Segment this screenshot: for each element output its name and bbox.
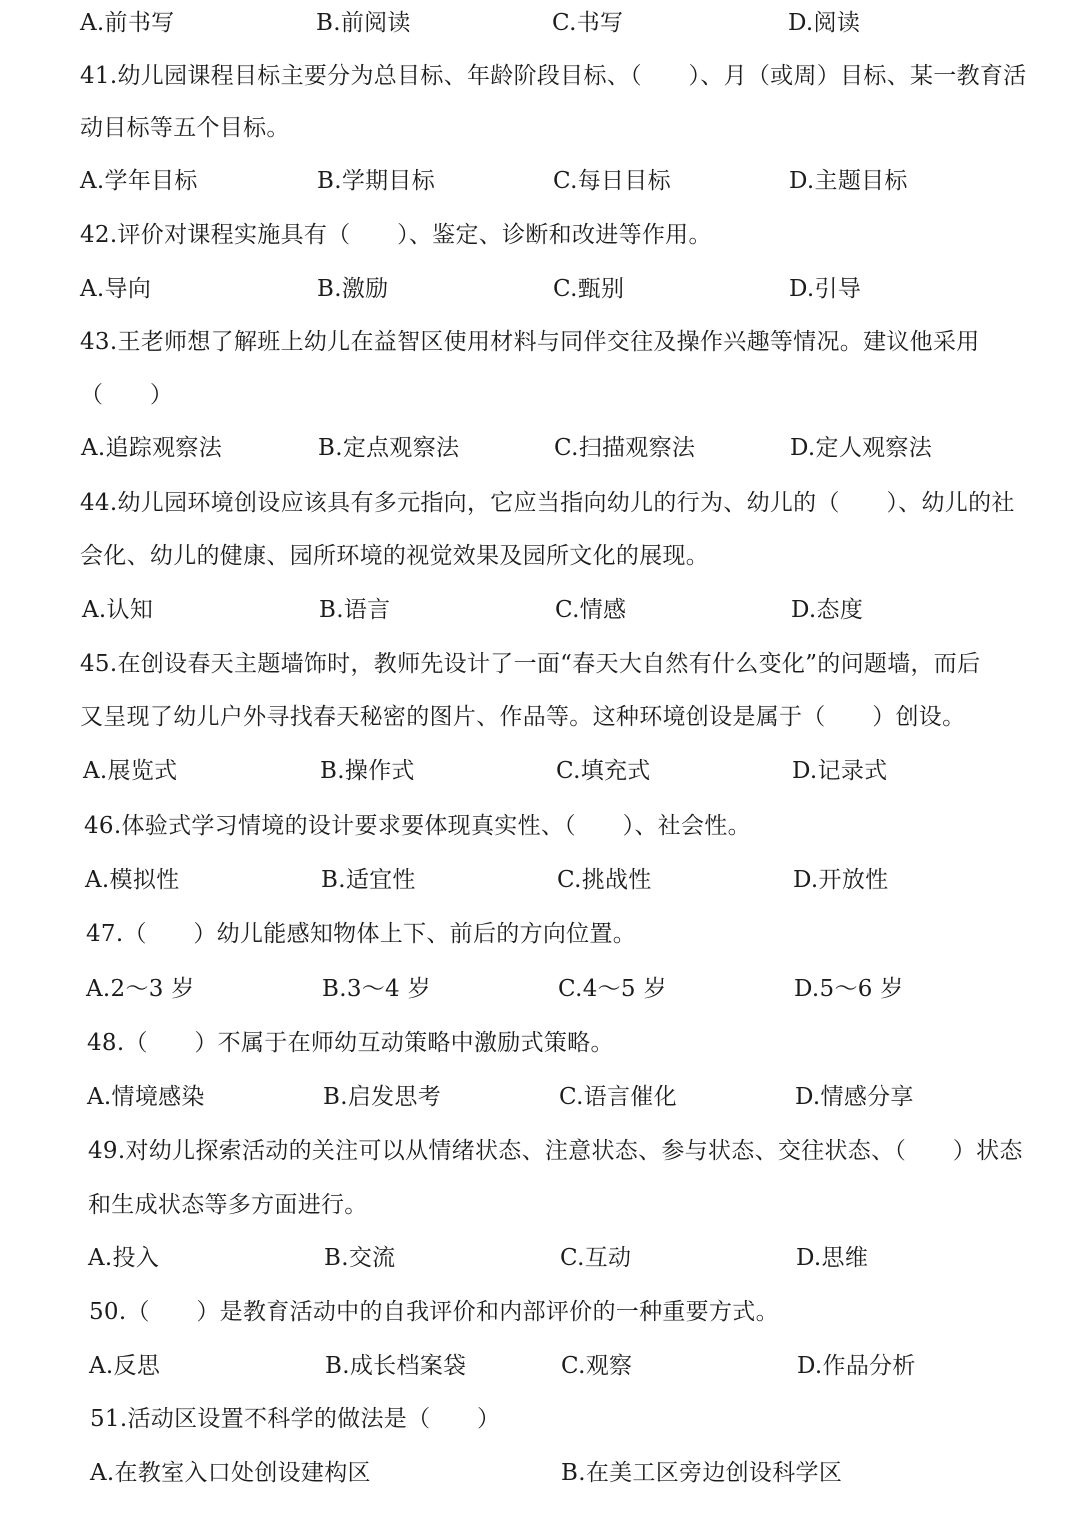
q47-option-c: C.4～5 岁 (558, 976, 667, 1002)
q43-option-d: D.定人观察法 (790, 435, 933, 461)
q49-stem-line2: 和生成状态等多方面进行。 (88, 1192, 368, 1218)
q48-option-d: D.情感分享 (795, 1084, 914, 1110)
q48-option-c: C.语言催化 (559, 1084, 677, 1110)
q44-option-b: B.语言 (319, 597, 391, 623)
q44-stem-line1: 44.幼儿园环境创设应该具有多元指向，它应当指向幼儿的行为、幼儿的（ ）、幼儿的社 (80, 490, 1015, 516)
q44-option-a: A.认知 (82, 597, 154, 623)
q49-options (0, 1243, 1080, 1273)
q42-option-a: A.导向 (80, 276, 152, 302)
q50-option-d: D.作品分析 (797, 1353, 916, 1379)
q44-option-c: C.情感 (555, 597, 627, 623)
q43-stem-line1: 43.王老师想了解班上幼儿在益智区使用材料与同伴交往及操作兴趣等情况。建议他采用 (80, 329, 980, 355)
q41-stem-line1: 41.幼儿园课程目标主要分为总目标、年龄阶段目标、（ ）、月（或周）目标、某一教育活 (80, 63, 1027, 89)
q49-option-b: B.交流 (324, 1245, 396, 1271)
q49-option-a: A.投入 (88, 1245, 160, 1271)
q50-option-b: B.成长档案袋 (325, 1353, 467, 1379)
q46-option-b: B.适宜性 (321, 867, 416, 893)
q43-options (0, 433, 1080, 463)
q50-options (0, 1351, 1080, 1381)
q45-option-c: C.填充式 (556, 758, 651, 784)
q51-option-a: A.在教室入口处创设建构区 (90, 1460, 371, 1486)
q47-options (0, 974, 1080, 1004)
q49-option-c: C.互动 (560, 1245, 632, 1271)
q45-option-b: B.操作式 (320, 758, 415, 784)
q50-option-c: C.观察 (561, 1353, 633, 1379)
q40-option-d: D.阅读 (788, 10, 861, 36)
q48-stem-line1: 48.（ ）不属于在师幼互动策略中激励式策略。 (87, 1030, 614, 1056)
q46-options (0, 865, 1080, 895)
q44-option-d: D.态度 (791, 597, 864, 623)
q43-stem-line2: （ ） (80, 382, 174, 408)
q46-option-c: C.挑战性 (557, 867, 652, 893)
q41-option-b: B.学期目标 (317, 168, 436, 194)
q43-option-c: C.扫描观察法 (554, 435, 696, 461)
q46-option-a: A.模拟性 (85, 867, 180, 893)
q47-option-b: B.3～4 岁 (322, 976, 431, 1002)
q41-stem-line2: 动目标等五个目标。 (80, 115, 290, 141)
q41-option-c: C.每日目标 (553, 168, 671, 194)
q41-option-d: D.主题目标 (789, 168, 908, 194)
q48-options (0, 1082, 1080, 1112)
q41-option-a: A.学年目标 (80, 168, 198, 194)
q48-option-a: A.情境感染 (87, 1084, 205, 1110)
q42-options (0, 274, 1080, 304)
q40-options (0, 8, 1080, 38)
q50-option-a: A.反思 (89, 1353, 161, 1379)
q41-options (0, 166, 1080, 196)
q45-options (0, 756, 1080, 786)
q42-option-c: C.甄别 (553, 276, 625, 302)
q45-option-a: A.展览式 (83, 758, 178, 784)
q48-option-b: B.启发思考 (323, 1084, 442, 1110)
q51-options (0, 1458, 1080, 1488)
q46-option-d: D.开放性 (793, 867, 889, 893)
q43-option-a: A.追踪观察法 (81, 435, 223, 461)
q46-stem-line1: 46.体验式学习情境的设计要求要体现真实性、（ ）、社会性。 (84, 813, 751, 839)
q40-option-c: C.书写 (552, 10, 624, 36)
q42-option-b: B.激励 (317, 276, 389, 302)
q47-stem-line1: 47.（ ）幼儿能感知物体上下、前后的方向位置。 (86, 921, 637, 947)
q40-option-a: A.前书写 (80, 10, 175, 36)
q40-option-b: B.前阅读 (316, 10, 411, 36)
q44-options (0, 595, 1080, 625)
q47-option-d: D.5～6 岁 (794, 976, 904, 1002)
q49-stem-line1: 49.对幼儿探索活动的关注可以从情绪状态、注意状态、参与状态、交往状态、（ ）状态 (88, 1138, 1023, 1164)
q43-option-b: B.定点观察法 (318, 435, 460, 461)
q42-stem-line1: 42.评价对课程实施具有（ ）、鉴定、诊断和改进等作用。 (80, 222, 712, 248)
q51-stem-line1: 51.活动区设置不科学的做法是（ ） (90, 1406, 501, 1432)
q50-stem-line1: 50.（ ）是教育活动中的自我评价和内部评价的一种重要方式。 (89, 1299, 779, 1325)
q51-option-b: B.在美工区旁边创设科学区 (561, 1460, 843, 1486)
q44-stem-line2: 会化、幼儿的健康、园所环境的视觉效果及园所文化的展现。 (80, 543, 710, 569)
q45-stem-line2: 又呈现了幼儿户外寻找春天秘密的图片、作品等。这种环境创设是属于（ ）创设。 (80, 704, 966, 730)
q45-stem-line1: 45.在创设春天主题墙饰时，教师先设计了一面“春天大自然有什么变化”的问题墙，而后 (80, 651, 981, 677)
q49-option-d: D.思维 (796, 1245, 869, 1271)
q47-option-a: A.2～3 岁 (86, 976, 195, 1002)
q42-option-d: D.引导 (789, 276, 862, 302)
q45-option-d: D.记录式 (792, 758, 888, 784)
